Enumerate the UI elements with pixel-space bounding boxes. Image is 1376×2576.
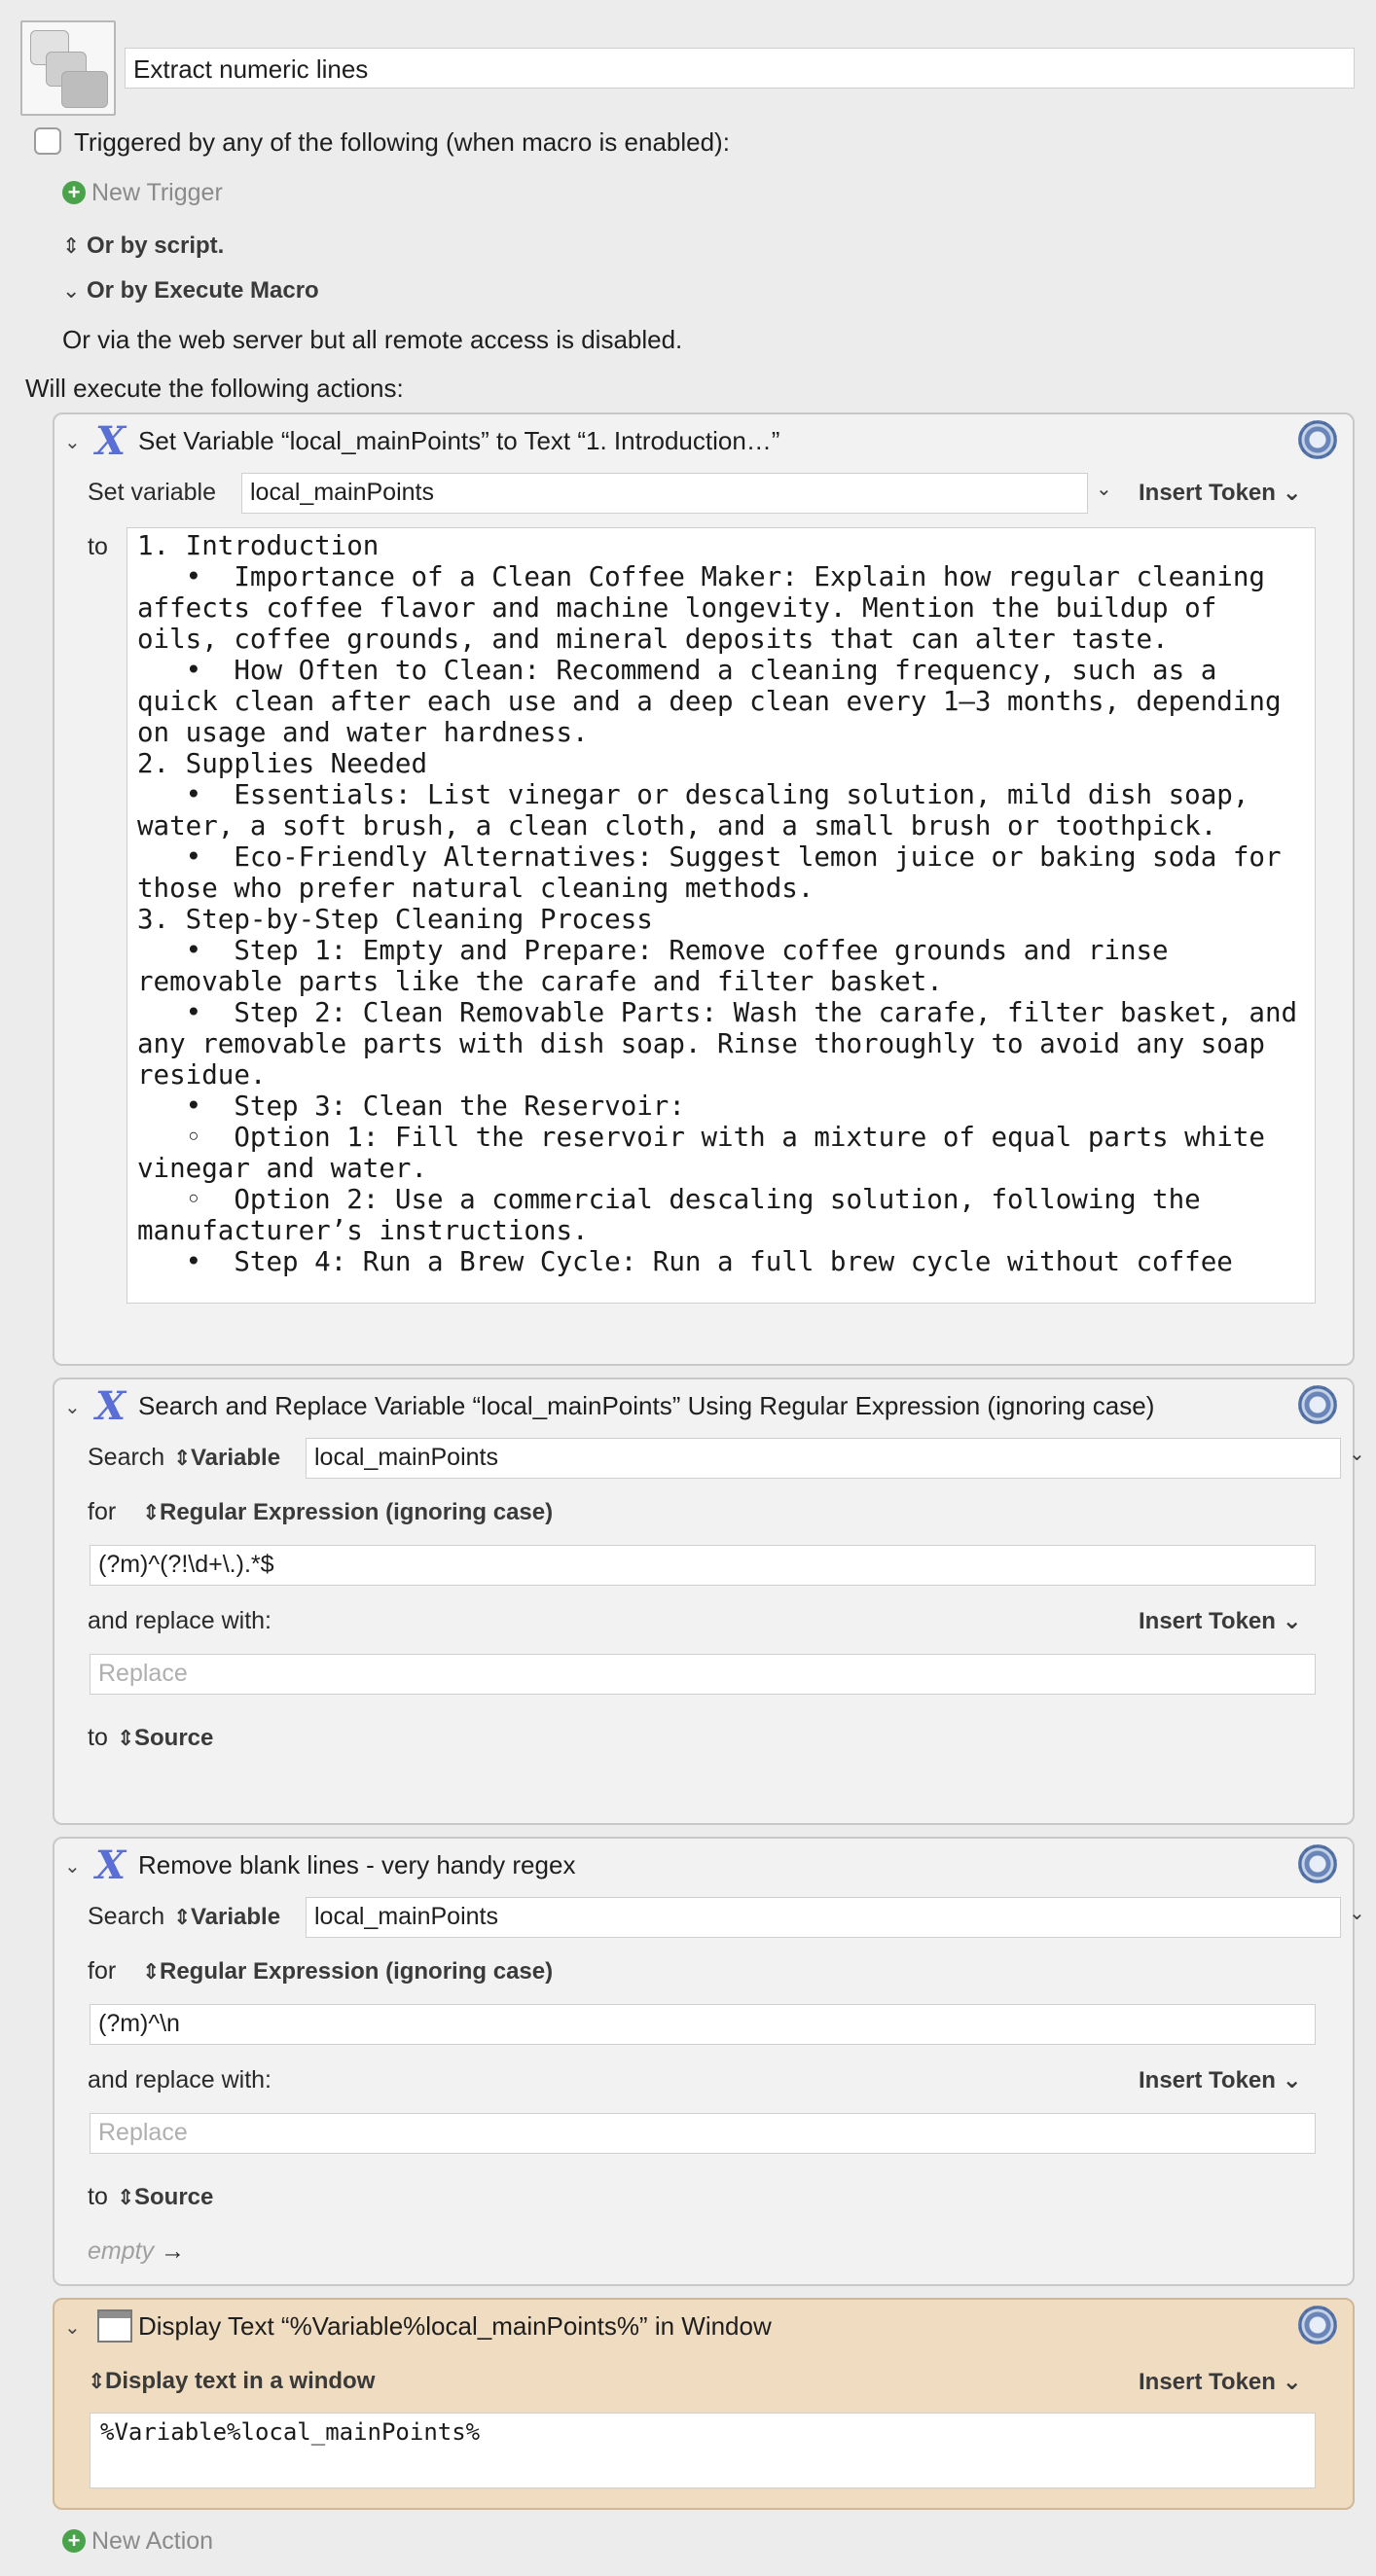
action-remove-blank-lines[interactable]: [53, 1837, 1365, 2286]
regex-field[interactable]: (?m)^\n: [90, 2004, 1316, 2045]
chevron-down-icon: ⌄: [62, 278, 81, 303]
trigger-checkbox[interactable]: [34, 127, 61, 155]
new-action-button[interactable]: New Action: [91, 2527, 214, 2555]
display-text-area[interactable]: %Variable%local_mainPoints%: [90, 2413, 1316, 2488]
updown-icon: ⇕: [173, 1905, 192, 1929]
action-title: Remove blank lines - very handy regex: [138, 1850, 576, 1879]
actions-header: Will execute the following actions:: [25, 374, 404, 403]
for-label: for: [88, 1957, 117, 1985]
gear-icon[interactable]: [1298, 2306, 1337, 2344]
search-label: Search: [88, 1903, 165, 1930]
variable-text-area[interactable]: 1. Introduction • Importance of a Clean Coffee Maker: Explain how regular cleaning affects coffee flavor and machine longevity. Mention the buildup of oils, coffee grounds, and mineral deposits that can alter taste. • How Often to Clean: Recommend a cleaning frequency, such as a quick clean after each use and a deep clean every 1–3 months, depending on usage and water hardness. 2. Supplies Needed • Essentials: List vinegar or descaling solution, mild dish soap, water, a soft brush, a clean cloth, and a small brush or toothpick. • Eco-Friendly Alternatives: Suggest lemon juice or baking soda for those who prefer natural cleaning methods. 3. Step-by-Step Cleaning Process • Step 1: Empty and Prepare: Remove coffee grounds and rinse removable parts like the carafe and filter basket. • Step 2: Clean Removable Parts: Wash the carafe, filter basket, and any removable parts with dish soap. Rinse thoroughly to avoid any soap residue. • Step 3: Clean the Reservoir: ◦ Option 1: Fill the reservoir with a mixture of equal parts white vinegar and water. ◦ Option 2: Use a commercial descaling solution, following the manufacturer’s instructions. • Step 4: Run a Brew Cycle: Run a full brew cycle without coffee: [127, 527, 1316, 1304]
chevron-down-icon[interactable]: ⌄: [64, 1397, 81, 1418]
insert-token-button[interactable]: Insert Token ⌄: [1139, 480, 1302, 506]
to-label: to: [88, 2183, 108, 2210]
action-set-variable[interactable]: [53, 412, 1355, 1366]
action-title: Set Variable “local_mainPoints” to Text “1. Introduction…”: [138, 426, 780, 455]
insert-token-button[interactable]: Insert Token ⌄: [1139, 2369, 1302, 2395]
macro-icon[interactable]: [20, 20, 116, 116]
for-type-popup[interactable]: ⇕Regular Expression (ignoring case): [142, 1958, 554, 1985]
plus-circle-icon[interactable]: +: [62, 181, 86, 204]
to-label: to: [88, 1724, 108, 1751]
search-type-popup[interactable]: ⇕Variable: [173, 1904, 281, 1930]
replace-label: and replace with:: [88, 1607, 272, 1634]
replace-label: and replace with:: [88, 2066, 272, 2093]
updown-icon: ⇕: [117, 1726, 135, 1750]
chevron-down-icon[interactable]: ⌄: [64, 1856, 81, 1878]
new-trigger-button[interactable]: New Trigger: [91, 179, 223, 206]
action-display-text[interactable]: [53, 2298, 1355, 2510]
updown-icon: ⇕: [88, 2369, 106, 2393]
updown-icon: ⇕: [62, 233, 81, 258]
or-by-script-label: Or by script.: [86, 233, 225, 259]
insert-token-button[interactable]: Insert Token ⌄: [1139, 2067, 1302, 2093]
or-by-script-toggle[interactable]: [62, 232, 224, 260]
for-label: for: [88, 1498, 117, 1525]
chevron-down-icon[interactable]: ⌄: [64, 2317, 81, 2339]
or-by-execute-toggle[interactable]: [62, 276, 319, 304]
variable-x-icon: X: [95, 1843, 127, 1888]
window-icon: [97, 2309, 132, 2343]
display-mode-popup[interactable]: ⇕Display text in a window: [88, 2368, 376, 2394]
web-server-note: Or via the web server but all remote access is disabled.: [62, 325, 683, 354]
arrow-right-icon: →: [161, 2237, 186, 2265]
to-source-popup[interactable]: ⇕Source: [117, 1725, 214, 1751]
variable-x-icon: X: [95, 418, 127, 464]
to-source-popup[interactable]: ⇕Source: [117, 2184, 214, 2210]
gear-icon[interactable]: [1298, 420, 1337, 459]
insert-token-button[interactable]: Insert Token ⌄: [1139, 1608, 1302, 1634]
plus-circle-icon[interactable]: +: [62, 2529, 86, 2553]
replace-field[interactable]: Replace: [90, 2113, 1316, 2154]
trigger-checkbox-label: Triggered by any of the following (when macro is enabled):: [74, 127, 730, 157]
search-variable-field[interactable]: local_mainPoints: [306, 1438, 1341, 1479]
variable-x-icon: X: [95, 1383, 127, 1429]
action-title: Display Text “%Variable%local_mainPoints%” in Window: [138, 2311, 772, 2341]
updown-icon: ⇕: [173, 1446, 192, 1470]
macro-name-field[interactable]: Extract numeric lines: [125, 48, 1355, 89]
updown-icon: ⇕: [142, 1959, 161, 1984]
search-label: Search: [88, 1444, 165, 1471]
or-by-execute-label: Or by Execute Macro: [86, 277, 319, 304]
updown-icon: ⇕: [142, 1500, 161, 1524]
action-search-replace[interactable]: [53, 1377, 1365, 1825]
chevron-down-icon[interactable]: ⌄: [64, 432, 81, 453]
to-label: to: [88, 533, 108, 560]
replace-field[interactable]: Replace: [90, 1654, 1316, 1695]
updown-icon: ⇕: [117, 2185, 135, 2209]
variable-name-field[interactable]: local_mainPoints: [241, 473, 1088, 514]
action-title: Search and Replace Variable “local_mainPoints” Using Regular Expression (ignoring case): [138, 1391, 1155, 1420]
search-variable-field[interactable]: local_mainPoints: [306, 1897, 1341, 1938]
chevron-down-icon[interactable]: ⌄: [1349, 1903, 1365, 1924]
set-variable-label: Set variable: [88, 479, 217, 506]
regex-field[interactable]: (?m)^(?!\d+\.).*$: [90, 1545, 1316, 1586]
result-preview: empty →: [88, 2237, 186, 2265]
chevron-down-icon[interactable]: ⌄: [1096, 479, 1112, 500]
chevron-down-icon[interactable]: ⌄: [1349, 1444, 1365, 1465]
gear-icon[interactable]: [1298, 1844, 1337, 1883]
gear-icon[interactable]: [1298, 1385, 1337, 1424]
search-type-popup[interactable]: ⇕Variable: [173, 1445, 281, 1471]
for-type-popup[interactable]: ⇕Regular Expression (ignoring case): [142, 1499, 554, 1525]
